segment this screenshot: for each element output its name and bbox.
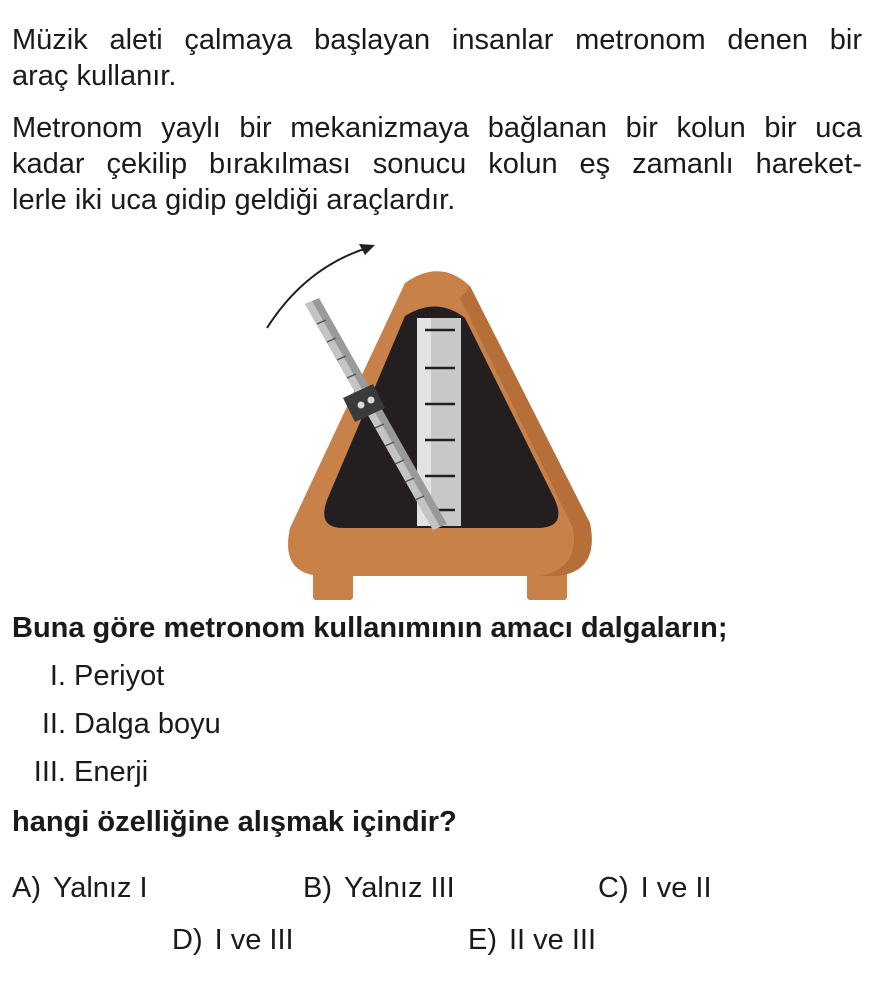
option-letter: C)	[598, 872, 629, 904]
statement-text: Dalga boyu	[74, 708, 221, 740]
intro-line-2: araç kullanır.	[12, 60, 177, 92]
statement-item	[0, 660, 400, 696]
statement-item	[0, 756, 400, 792]
intro-paragraph	[12, 22, 862, 94]
question-end: hangi özelliğine alışmak içindir?	[12, 806, 457, 838]
description-line-2: kadar çekilip bırakılması sonucu kolun eş zamanlı hareket-	[12, 148, 862, 180]
option-letter: E)	[468, 924, 497, 956]
intro-line-1: Müzik aleti çalmaya başlayan insanlar metronom denen bir	[12, 24, 862, 56]
statement-roman: I.	[49, 660, 66, 692]
option-c[interactable]	[598, 872, 712, 905]
statement-item	[0, 708, 400, 744]
option-text: I ve III	[214, 924, 294, 956]
option-text: II ve III	[509, 924, 597, 956]
option-letter: B)	[303, 872, 332, 904]
option-letter: A)	[12, 872, 41, 904]
statement-text: Enerji	[74, 756, 149, 788]
description-paragraph	[12, 110, 862, 218]
question-stem: Buna göre metronom kullanımının amacı dalgaların;	[12, 612, 728, 644]
metronome-illustration	[255, 238, 605, 603]
statement-text: Periyot	[74, 660, 165, 692]
description-line-3: lerle iki uca gidip geldiği araçlardır.	[12, 184, 456, 216]
statement-roman: II.	[41, 708, 66, 740]
option-d[interactable]	[172, 924, 294, 957]
option-text: Yalnız I	[53, 872, 148, 904]
option-b[interactable]	[303, 872, 455, 905]
option-e[interactable]	[468, 924, 596, 957]
option-a[interactable]	[12, 872, 148, 905]
option-text: Yalnız III	[344, 872, 455, 904]
option-letter: D)	[172, 924, 203, 956]
statement-roman: III.	[33, 756, 66, 788]
option-text: I ve II	[640, 872, 712, 904]
description-line-1: Metronom yaylı bir mekanizmaya bağlanan bir kolun bir uca	[12, 112, 862, 144]
